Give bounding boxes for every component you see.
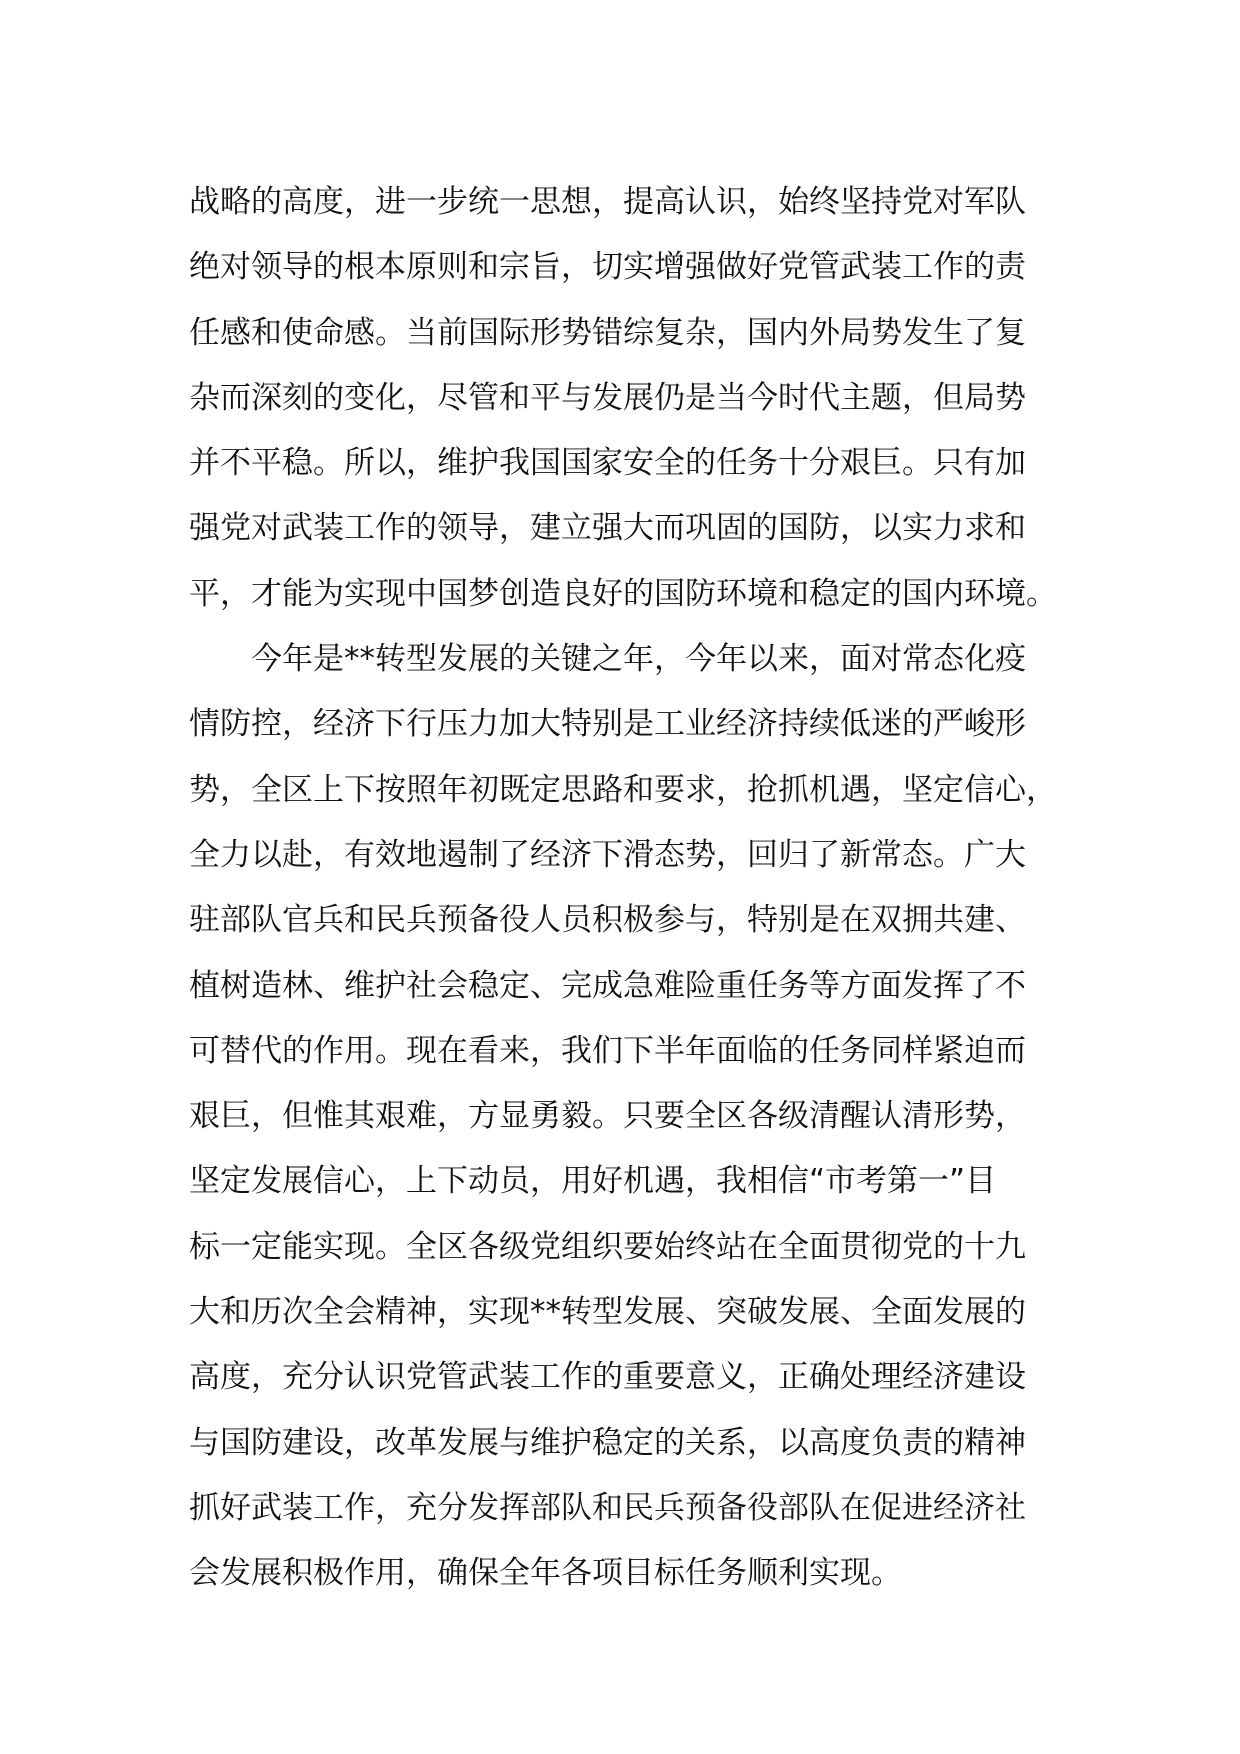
text-line: 高度，充分认识党管武装工作的重要意义，正确处理经济建设 [189, 1359, 1026, 1396]
text-line: 战略的高度，进一步统一思想，提高认识，始终坚持党对军队 [189, 184, 1026, 220]
text-line: 任感和使命感。当前国际形势错综复杂，国内外局势发生了复 [189, 314, 1026, 351]
text-line: 与国防建设，改革发展与维护稳定的关系，以高度负责的精神 [189, 1424, 1026, 1461]
paragraph-start-line: 今年是**转型发展的关键之年，今年以来，面对常态化疫 [251, 641, 1026, 678]
text-line: 植树造林、维护社会稳定、完成急难险重任务等方面发挥了不 [189, 967, 1026, 1004]
text-line: 并不平稳。所以，维护我国国家安全的任务十分艰巨。只有加 [189, 445, 1026, 482]
text-line: 平，才能为实现中国梦创造良好的国防环境和稳定的国内环境。 [189, 575, 1057, 612]
text-line: 标一定能实现。全区各级党组织要始终站在全面贯彻党的十九 [189, 1228, 1026, 1265]
text-line: 杂而深刻的变化，尽管和平与发展仍是当今时代主题，但局势 [189, 379, 1026, 416]
text-line: 强党对武装工作的领导，建立强大而巩固的国防，以实力求和 [189, 510, 1026, 547]
text-line: 会发展积极作用，确保全年各项目标任务顺利实现。 [189, 1555, 902, 1592]
text-line: 势，全区上下按照年初既定思路和要求，抢抓机遇，坚定信心， [189, 771, 1057, 808]
text-line: 驻部队官兵和民兵预备役人员积极参与，特别是在双拥共建、 [189, 902, 1026, 939]
text-line: 情防控，经济下行压力加大特别是工业经济持续低迷的严峻形 [189, 706, 1026, 743]
text-line: 坚定发展信心，上下动员，用好机遇，我相信“市考第一”目 [189, 1163, 997, 1200]
body-text [189, 170, 1089, 1607]
text-line: 绝对领导的根本原则和宗旨，切实增强做好党管武装工作的责 [189, 249, 1026, 286]
text-line: 抓好武装工作，充分发挥部队和民兵预备役部队在促进经济社 [189, 1489, 1026, 1526]
text-line: 大和历次全会精神，实现**转型发展、突破发展、全面发展的 [189, 1294, 1026, 1331]
text-line: 可替代的作用。现在看来，我们下半年面临的任务同样紧迫而 [189, 1032, 1026, 1069]
text-line: 全力以赴，有效地遏制了经济下滑态势，回归了新常态。广大 [189, 836, 1026, 873]
text-line: 艰巨，但惟其艰难，方显勇毅。只要全区各级清醒认清形势， [189, 1098, 1026, 1135]
